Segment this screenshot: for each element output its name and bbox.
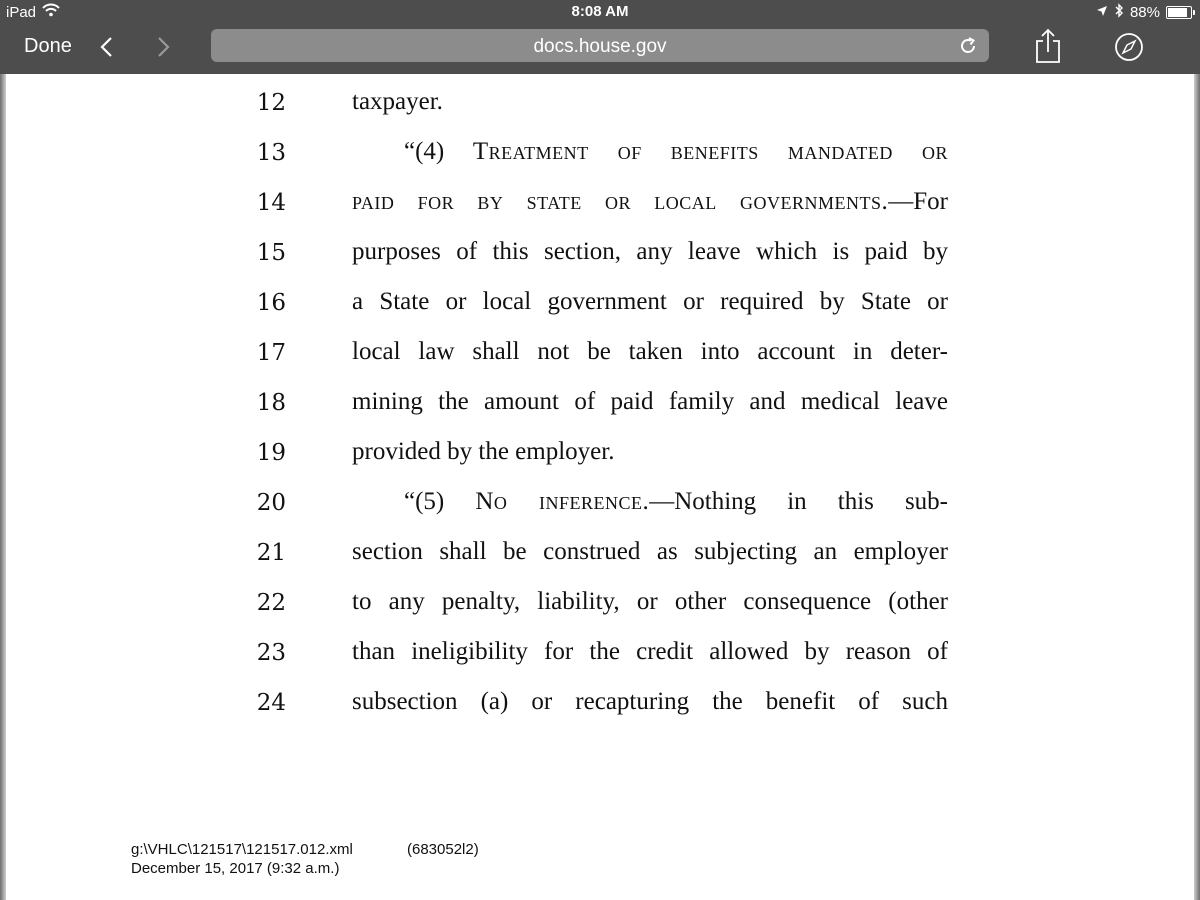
line-text: a State or local government or required by State or [352, 288, 948, 315]
line-number: 24 [256, 690, 286, 716]
line-text: than ineligibility for the credit allowed by reason of [352, 638, 948, 665]
reload-icon[interactable] [957, 35, 979, 57]
line-number: 12 [256, 90, 286, 116]
line-text: taxpayer. [352, 88, 443, 115]
status-bar [0, 0, 1200, 24]
section-heading: paid for by state or local governments. [352, 188, 889, 215]
section-quote-number: “(5) [404, 488, 476, 515]
line-number: 19 [256, 440, 286, 466]
footer-doc-code: (683052l2) [407, 841, 479, 858]
browser-chrome [0, 0, 1200, 74]
url-text[interactable]: docs.house.gov [533, 36, 667, 57]
device-label: iPad [6, 3, 37, 21]
line-number: 15 [256, 240, 286, 266]
line-text: subsection (a) or recapturing the benefit of such [352, 688, 948, 715]
status-time: 8:08 AM [571, 3, 629, 20]
line-number: 21 [256, 540, 286, 566]
line-text [352, 138, 948, 166]
footer-file-path: g:\VHLC\121517\121517.012.xml [131, 841, 353, 858]
location-arrow-icon [1096, 4, 1108, 21]
line-number: 23 [256, 640, 286, 666]
battery-fill [1168, 8, 1187, 17]
battery-percent: 88% [1129, 4, 1160, 21]
back-chevron-icon[interactable] [92, 32, 120, 62]
line-text: to any penalty, liability, or other consequence (other [352, 588, 948, 615]
line-text: provided by the employer. [352, 438, 615, 465]
line-text-tail: —For [888, 188, 948, 215]
line-text: local law shall not be taken into account in deter- [352, 338, 948, 365]
line-number: 14 [256, 190, 286, 216]
document-footer [131, 840, 479, 878]
line-number: 20 [256, 490, 286, 516]
section-heading: Treatment of benefits mandated or [472, 138, 948, 165]
battery-icon [1166, 6, 1192, 19]
line-text [352, 188, 948, 216]
line-number: 18 [256, 390, 286, 416]
line-number: 16 [256, 290, 286, 316]
section-heading: No inference. [475, 488, 650, 515]
line-text: mining the amount of paid family and medical leave [352, 388, 948, 415]
page-edge-right [1194, 74, 1200, 900]
forward-chevron-icon[interactable] [150, 32, 178, 62]
line-text: purposes of this section, any leave which is paid by [352, 238, 948, 265]
footer-date: December 15, 2017 (9:32 a.m.) [131, 860, 340, 877]
compass-icon[interactable] [1114, 32, 1144, 62]
browser-toolbar [0, 24, 1200, 74]
line-text [352, 488, 948, 516]
address-bar[interactable] [211, 29, 989, 62]
section-quote-number: “(4) [404, 138, 473, 165]
line-number: 22 [256, 590, 286, 616]
line-number: 17 [256, 340, 286, 366]
line-number: 13 [256, 140, 286, 166]
line-text: section shall be construed as subjecting an employer [352, 538, 948, 565]
document-page [6, 74, 1194, 900]
done-button[interactable]: Done [24, 35, 72, 57]
share-icon[interactable] [1034, 28, 1062, 64]
bluetooth-icon [1114, 3, 1124, 22]
line-text-tail: —Nothing in this sub- [649, 488, 949, 515]
